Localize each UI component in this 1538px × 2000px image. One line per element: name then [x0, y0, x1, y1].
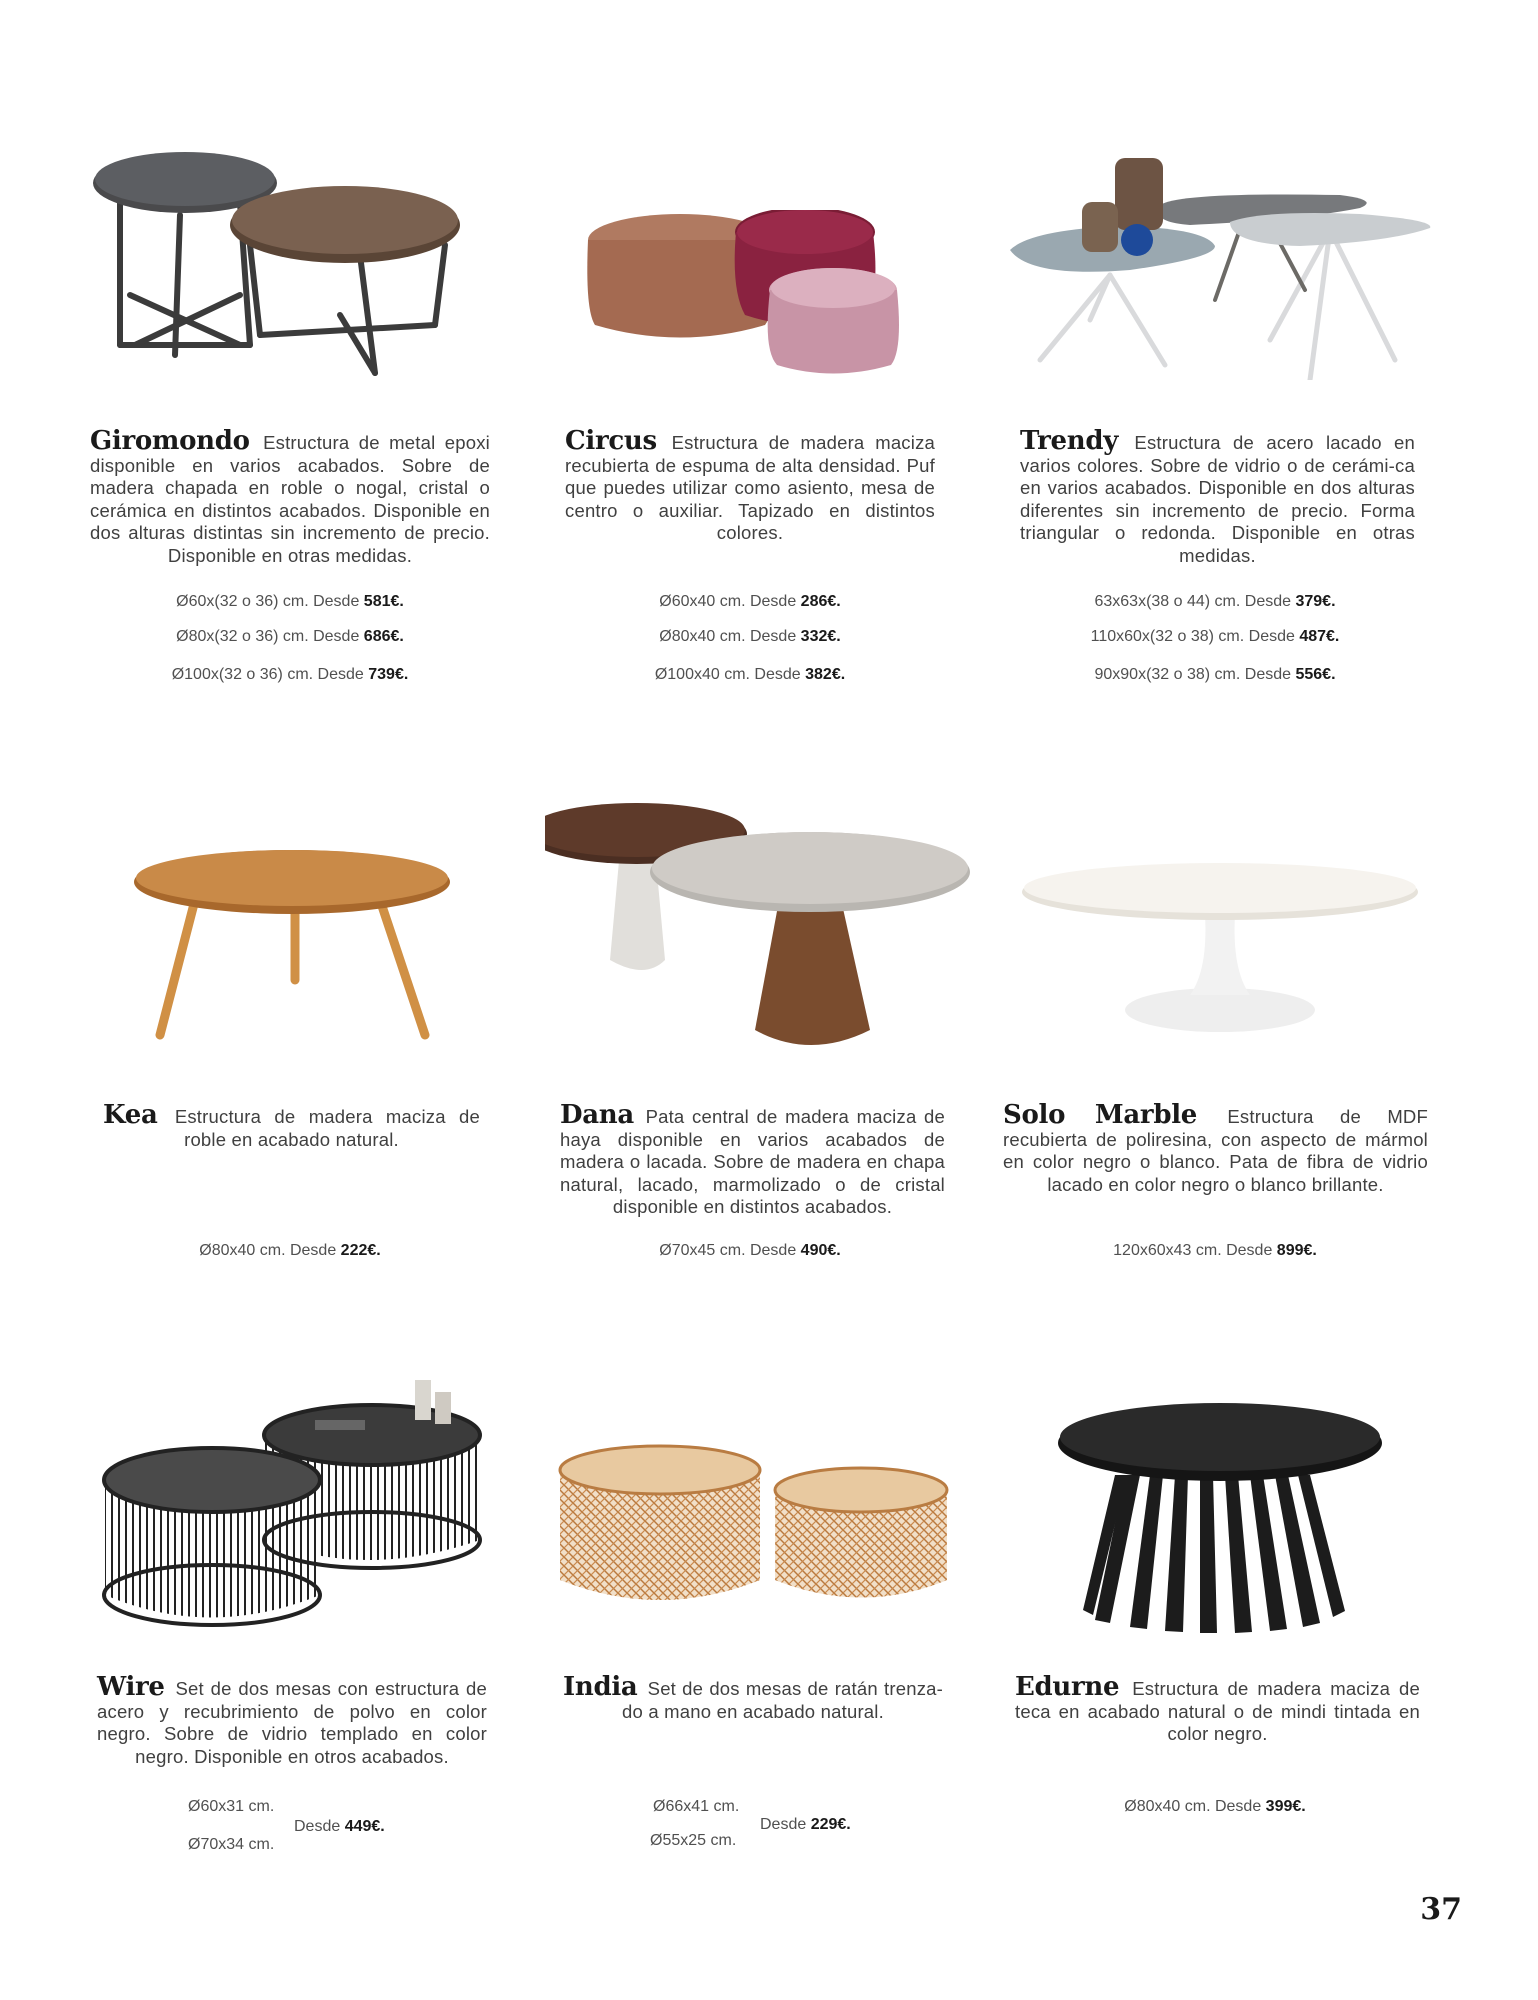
wire-image — [95, 1380, 490, 1630]
india-image — [555, 1440, 955, 1620]
product-name: Wire — [97, 1672, 165, 1702]
circus-price-2: Ø80x40 cm. Desde 332€. — [659, 628, 841, 645]
product-text: Pata central de madera maciza de haya disponible en varios acabados de madera o lacada. Sobre de madera en chapa natural, lacado, marmolizado o de cristal disponible en distintos acabados. — [560, 1106, 946, 1218]
trendy-description — [1020, 426, 1415, 568]
kea-price-1: Ø80x40 cm. Desde 222€. — [199, 1242, 381, 1259]
circus-image — [555, 210, 945, 380]
circus-description — [565, 426, 936, 545]
trendy-image — [1000, 150, 1440, 380]
product-text: Set de dos mesas con estructura de acero y recubrimiento de polvo en color negro. Sobre de vidrio templado en color negro. Disponible en otros acabados. — [97, 1678, 488, 1767]
product-text: Estructura de MDF recubierta de poliresina, con aspecto de mármol en color negro o blanco. Pata de fibra de vidrio lacado en color negro o blanco brillante. — [1003, 1106, 1428, 1195]
india-price: Desde 229€. — [760, 1816, 851, 1833]
india-size-1: Ø66x41 cm. — [653, 1798, 740, 1815]
solo-marble-image — [1020, 860, 1420, 1040]
giromondo-image — [90, 145, 480, 385]
wire-size-1: Ø60x31 cm. — [188, 1798, 275, 1815]
india-size-2: Ø55x25 cm. — [650, 1832, 737, 1849]
edurne-price-1: Ø80x40 cm. Desde 399€. — [1124, 1798, 1306, 1815]
wire-description — [97, 1672, 488, 1768]
kea-description — [103, 1100, 480, 1151]
edurne-description — [1015, 1672, 1420, 1746]
trendy-price-2: 110x60x(32 o 38) cm. Desde 487€. — [1090, 628, 1340, 645]
circus-price-3: Ø100x40 cm. Desde 382€. — [654, 666, 846, 683]
giromondo-price-2: Ø80x(32 o 36) cm. Desde 686€. — [176, 628, 404, 645]
product-text: Set de dos mesas de ratán trenza-do a mano en acabado natural. — [622, 1678, 943, 1722]
product-text: Estructura de metal epoxi disponible en varios acabados. Sobre de madera chapada en roble o nogal, cristal o cerámica en distintos acabados. Disponible en dos alturas distintas sin incremento de precio. Disponible en otras medidas. — [90, 432, 490, 566]
solo-marble-description — [1003, 1100, 1428, 1196]
product-name: Solo Marble — [1003, 1100, 1198, 1130]
product-name: Circus — [565, 426, 657, 456]
india-description — [563, 1672, 943, 1723]
dana-description — [560, 1100, 946, 1219]
product-name: Giromondo — [90, 426, 250, 456]
product-text: Estructura de madera maciza recubierta de espuma de alta densidad. Puf que puedes utilizar como asiento, mesa de centro o auxiliar. Tapizado en distintos colores. — [565, 432, 936, 544]
solo-marble-price-1: 120x60x43 cm. Desde 899€. — [1113, 1242, 1317, 1259]
product-name: Dana — [560, 1100, 634, 1130]
page-number: 37 — [1420, 1892, 1462, 1927]
circus-price-1: Ø60x40 cm. Desde 286€. — [659, 593, 841, 610]
product-name: Kea — [103, 1100, 158, 1130]
wire-size-2: Ø70x34 cm. — [188, 1836, 275, 1853]
product-text: Estructura de madera maciza de teca en acabado natural o de mindi tintada en color negro. — [1015, 1678, 1420, 1745]
giromondo-price-1: Ø60x(32 o 36) cm. Desde 581€. — [176, 593, 404, 610]
product-name: India — [563, 1672, 638, 1702]
edurne-image — [1055, 1395, 1385, 1635]
wire-price: Desde 449€. — [294, 1818, 385, 1835]
giromondo-description — [90, 426, 490, 568]
dana-image — [545, 800, 970, 1050]
product-name: Edurne — [1015, 1672, 1120, 1702]
giromondo-price-3: Ø100x(32 o 36) cm. Desde 739€. — [171, 666, 409, 683]
product-name: Trendy — [1020, 426, 1119, 456]
trendy-price-3: 90x90x(32 o 38) cm. Desde 556€. — [1094, 666, 1336, 683]
dana-price-1: Ø70x45 cm. Desde 490€. — [659, 1242, 841, 1259]
kea-image — [130, 840, 460, 1050]
product-text: Estructura de madera maciza de roble en acabado natural. — [174, 1106, 480, 1150]
product-text: Estructura de acero lacado en varios colores. Sobre de vidrio o de cerámi-ca en varios acabados. Disponible en dos alturas diferentes sin incremento de precio. Forma triangular o redonda. Disponible en otras medidas. — [1020, 432, 1415, 566]
trendy-price-1: 63x63x(38 o 44) cm. Desde 379€. — [1094, 593, 1336, 610]
